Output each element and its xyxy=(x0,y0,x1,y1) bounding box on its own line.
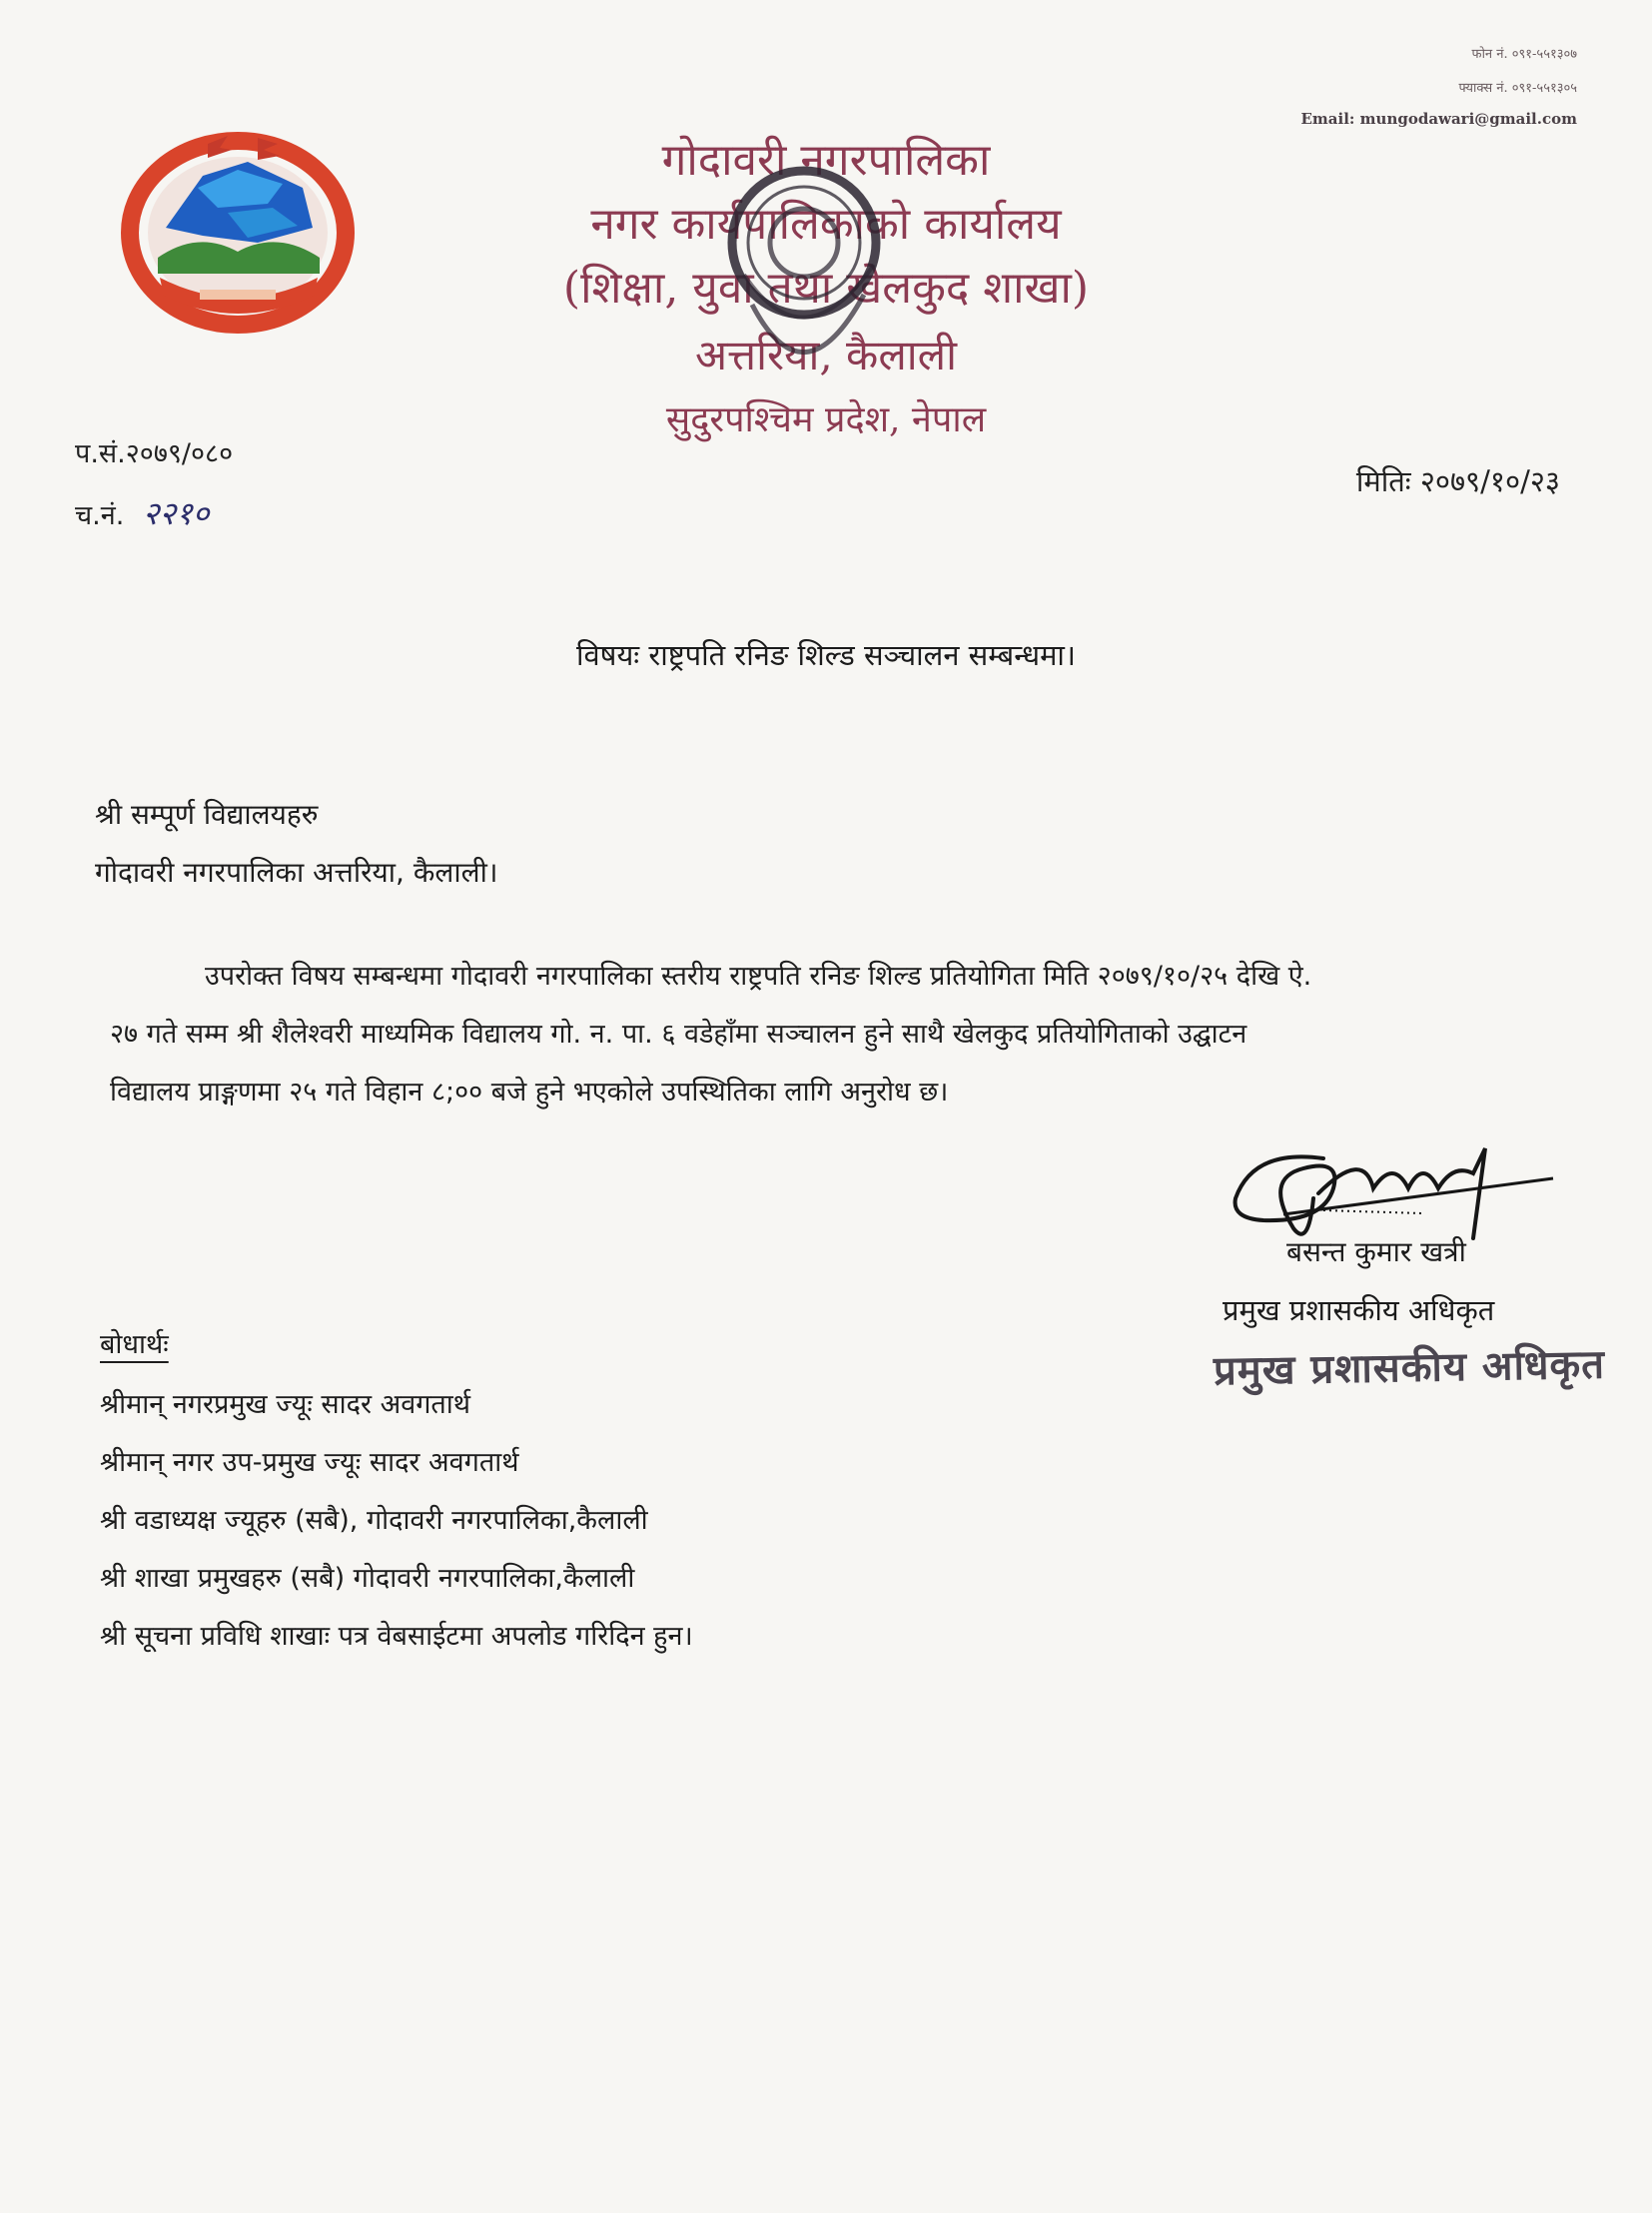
cc-item-1: श्रीमान् नगरप्रमुख ज्यूः सादर अवगतार्थ xyxy=(100,1389,471,1420)
patra-sankhya: प.सं.२०७९/०८० xyxy=(75,438,234,469)
designation-stamp: प्रमुख प्रशासकीय अधिकृत xyxy=(1213,1341,1606,1395)
province-country: सुदुरपश्चिम प्रदेश, नेपाल xyxy=(665,399,987,440)
office-location: अत्तरिया, कैलाली xyxy=(694,331,958,379)
signatory-title: प्रमुख प्रशासकीय अधिकृत xyxy=(1223,1293,1495,1327)
body-line-2: २७ गते सम्म श्री शैलेश्वरी माध्यमिक विद्यालय गो. न. पा. ६ वडेहाँमा सञ्चालन हुने साथै खेलकुद प्रतियोगिताको उद्घाटन xyxy=(110,1019,1247,1050)
cc-item-5: श्री सूचना प्रविधि शाखाः पत्र वेबसाईटमा अपलोड गरिदिन हुन। xyxy=(100,1621,693,1652)
recipient-line-1: श्री सम्पूर्ण विद्यालयहरु xyxy=(95,798,319,831)
chalani-label: च.नं. xyxy=(75,500,125,531)
office-seal-stamp xyxy=(704,155,904,394)
office-name: नगर कार्यपालिकाको कार्यालय xyxy=(590,199,1062,250)
branch-name: (शिक्षा, युवा तथा खेलकुद शाखा) xyxy=(562,263,1090,314)
letter-subject: विषयः राष्ट्रपति रनिङ शिल्ड सञ्चालन सम्बन्धमा। xyxy=(576,638,1076,672)
letter-date: मितिः २०७९/१०/२३ xyxy=(1355,464,1560,498)
chalani-value-handwritten: २२१० xyxy=(142,494,210,532)
cc-item-4: श्री शाखा प्रमुखहरु (सबै) गोदावरी नगरपालिका,कैलाली xyxy=(100,1563,635,1594)
recipient-line-2: गोदावरी नगरपालिका अत्तरिया, कैलाली। xyxy=(95,856,498,889)
email-address: Email: mungodawari@gmail.com xyxy=(1300,110,1577,128)
cc-item-2: श्रीमान् नगर उप-प्रमुख ज्यूः सादर अवगतार्थ xyxy=(100,1447,519,1478)
phone-number: फोन नं. ०९१-५५१३०७ xyxy=(1471,47,1577,62)
municipality-name: गोदावरी नगरपालिका xyxy=(661,135,991,186)
body-line-1: उपरोक्त विषय सम्बन्धमा गोदावरी नगरपालिका स्तरीय राष्ट्रपति रनिङ शिल्ड प्रतियोगिता मिति २०७९/१०/२५ देखि ऐ. xyxy=(205,961,1312,992)
signatory-name: बसन्त कुमार खत्री xyxy=(1286,1235,1466,1268)
cc-item-3: श्री वडाध्यक्ष ज्यूहरु (सबै), गोदावरी नगरपालिका,कैलाली xyxy=(100,1505,648,1536)
body-line-3: विद्यालय प्राङ्गणमा २५ गते विहान ८;०० बजे हुने भएकोले उपस्थितिका लागि अनुरोध छ। xyxy=(110,1077,949,1107)
cc-heading: बोधार्थः xyxy=(100,1329,169,1360)
chalani-number xyxy=(75,491,209,534)
fax-number: फ्याक्स नं. ०९१-५५१३०५ xyxy=(1458,81,1577,96)
